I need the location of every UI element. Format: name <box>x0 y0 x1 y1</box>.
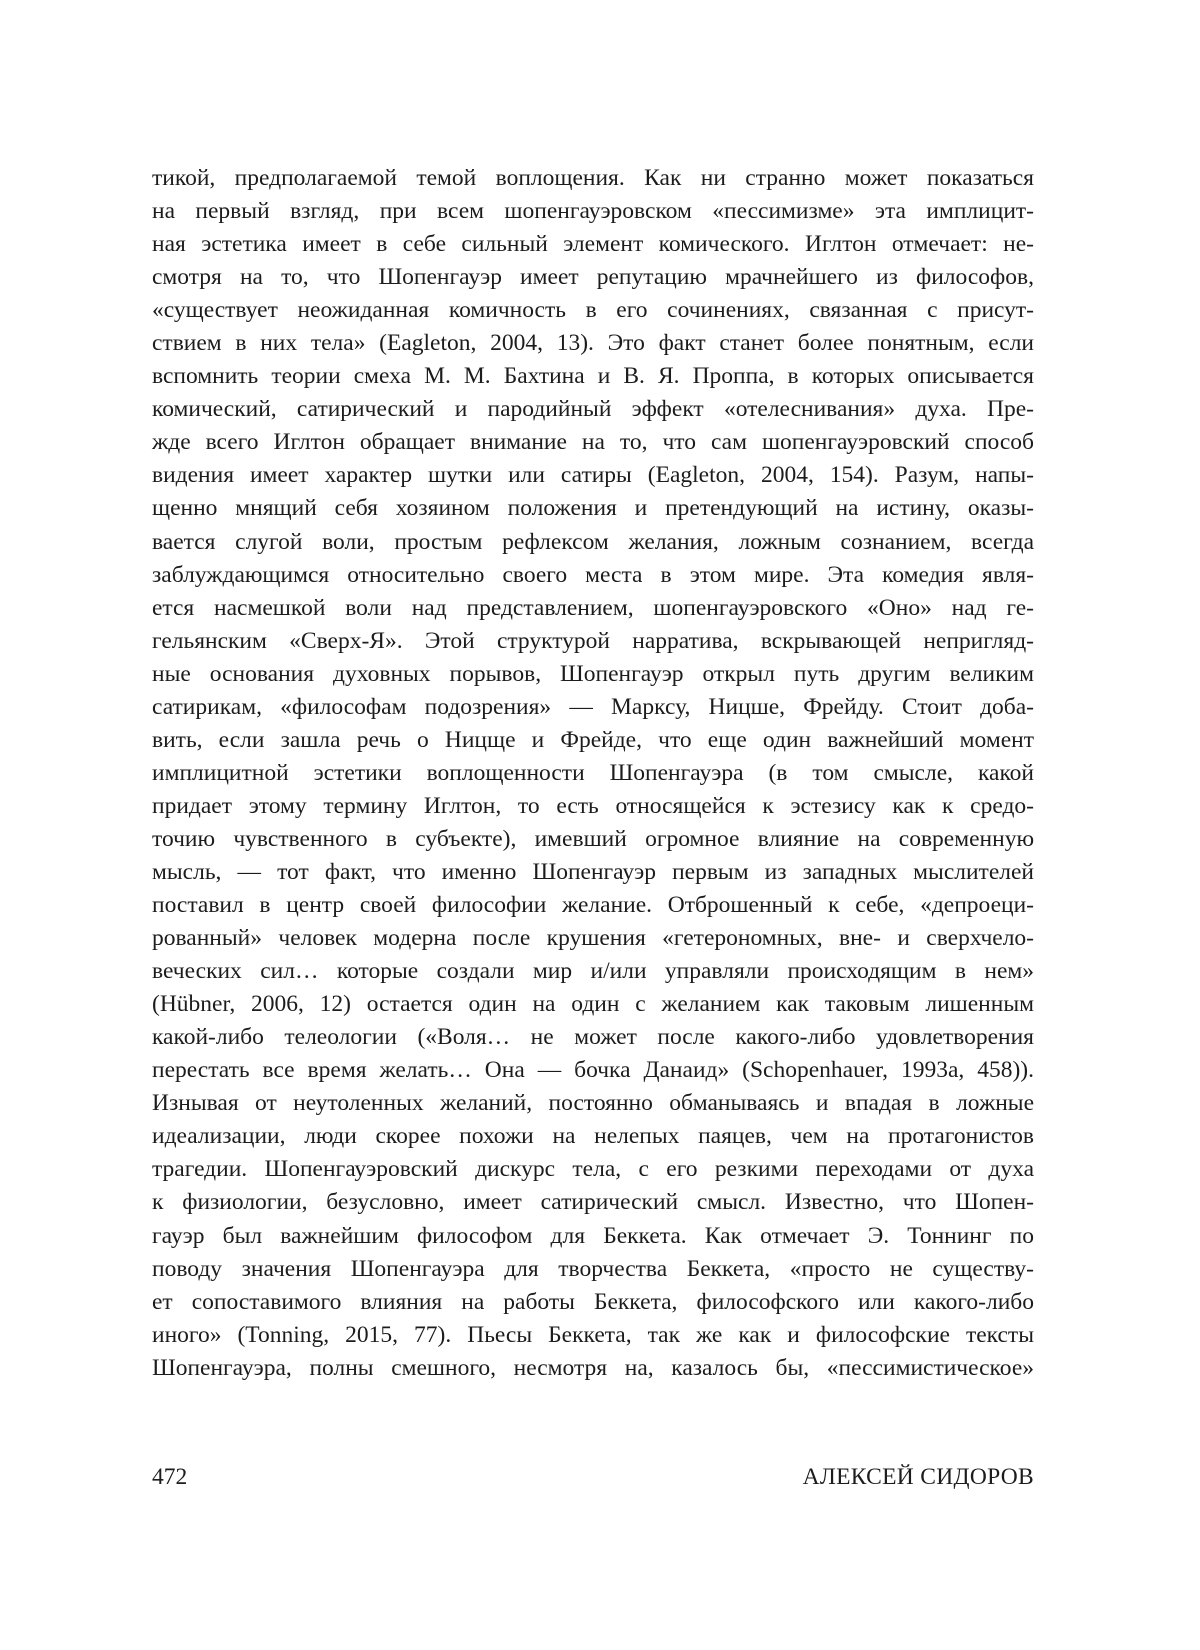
text-line: на первый взгляд, при всем шопенгауэровском «пессимизме» эта имплицит- <box>152 195 1034 228</box>
page-number: 472 <box>152 1461 187 1493</box>
text-line: ется насмешкой воли над представлением, шопенгауэровского «Оно» над ге- <box>152 592 1034 625</box>
text-line: вить, если зашла речь о Ницще и Фрейде, что еще один важнейший момент <box>152 724 1034 757</box>
text-line: вается слугой воли, простым рефлексом желания, ложным сознанием, всегда <box>152 526 1034 559</box>
text-line: смотря на то, что Шопенгауэр имеет репутацию мрачнейшего из философов, <box>152 261 1034 294</box>
text-line: какой-либо телеологии («Воля… не может после какого-либо удовлетворения <box>152 1021 1034 1054</box>
text-line: перестать все время желать… Она — бочка Данаид» (Schopenhauer, 1993a, 458)). <box>152 1054 1034 1087</box>
text-line: гауэр был важнейшим философом для Беккета. Как отмечает Э. Тоннинг по <box>152 1220 1034 1253</box>
text-line: иного» (Tonning, 2015, 77). Пьесы Беккета, так же как и философские тексты <box>152 1319 1034 1352</box>
text-line: гельянским «Сверх-Я». Этой структурой нарратива, вскрывающей непригляд- <box>152 625 1034 658</box>
text-line: щенно мнящий себя хозяином положения и претендующий на истину, оказы- <box>152 492 1034 525</box>
text-line: Шопенгауэра, полны смешного, несмотря на, казалось бы, «пессимистическое» <box>152 1352 1034 1385</box>
text-line: (Hübner, 2006, 12) остается один на один с желанием как таковым лишенным <box>152 988 1034 1021</box>
text-line: ные основания духовных порывов, Шопенгауэр открыл путь другим великим <box>152 658 1034 691</box>
text-line: идеализации, люди скорее похожи на нелепых паяцев, чем на протагонистов <box>152 1120 1034 1153</box>
text-line: заблуждающимся относительно своего места в этом мире. Эта комедия явля- <box>152 559 1034 592</box>
text-line: ствием в них тела» (Eagleton, 2004, 13). Это факт станет более понятным, если <box>152 327 1034 360</box>
body-text <box>152 162 1034 1385</box>
text-line: вспомнить теории смеха М. М. Бахтина и В. Я. Проппа, в которых описывается <box>152 360 1034 393</box>
book-page <box>0 0 1200 1650</box>
text-line: имплицитной эстетики воплощенности Шопенгауэра (в том смысле, какой <box>152 757 1034 790</box>
text-line: мысль, — тот факт, что именно Шопенгауэр первым из западных мыслителей <box>152 856 1034 889</box>
text-line: поводу значения Шопенгауэра для творчества Беккета, «просто не существу- <box>152 1253 1034 1286</box>
text-line: рованный» человек модерна после крушения «гетерономных, вне- и сверхчело- <box>152 922 1034 955</box>
text-line: тикой, предполагаемой темой воплощения. Как ни странно может показаться <box>152 162 1034 195</box>
text-line: придает этому термину Иглтон, то есть относящейся к эстезису как к средо- <box>152 790 1034 823</box>
text-line: сатирикам, «философам подозрения» — Марксу, Ницше, Фрейду. Стоит доба- <box>152 691 1034 724</box>
text-line: жде всего Иглтон обращает внимание на то, что сам шопенгауэровский способ <box>152 426 1034 459</box>
text-line: ет сопоставимого влияния на работы Беккета, философского или какого-либо <box>152 1286 1034 1319</box>
running-head-author: АЛЕКСЕЙ СИДОРОВ <box>803 1461 1034 1493</box>
text-line: поставил в центр своей философии желание. Отброшенный к себе, «депроеци- <box>152 889 1034 922</box>
text-line: трагедии. Шопенгауэровский дискурс тела, с его резкими переходами от духа <box>152 1153 1034 1186</box>
text-line: точию чувственного в субъекте), имевший огромное влияние на современную <box>152 823 1034 856</box>
text-line: Изнывая от неутоленных желаний, постоянно обманываясь и впадая в ложные <box>152 1087 1034 1120</box>
text-line: веческих сил… которые создали мир и/или управляли происходящим в нем» <box>152 955 1034 988</box>
text-line: видения имеет характер шутки или сатиры (Eagleton, 2004, 154). Разум, напы- <box>152 459 1034 492</box>
text-line: к физиологии, безусловно, имеет сатирический смысл. Известно, что Шопен- <box>152 1186 1034 1219</box>
page-footer <box>152 1461 1034 1493</box>
text-line: «существует неожиданная комичность в его сочинениях, связанная с присут- <box>152 294 1034 327</box>
text-line: ная эстетика имеет в себе сильный элемент комического. Иглтон отмечает: не- <box>152 228 1034 261</box>
text-line: комический, сатирический и пародийный эффект «отелеснивания» духа. Пре- <box>152 393 1034 426</box>
